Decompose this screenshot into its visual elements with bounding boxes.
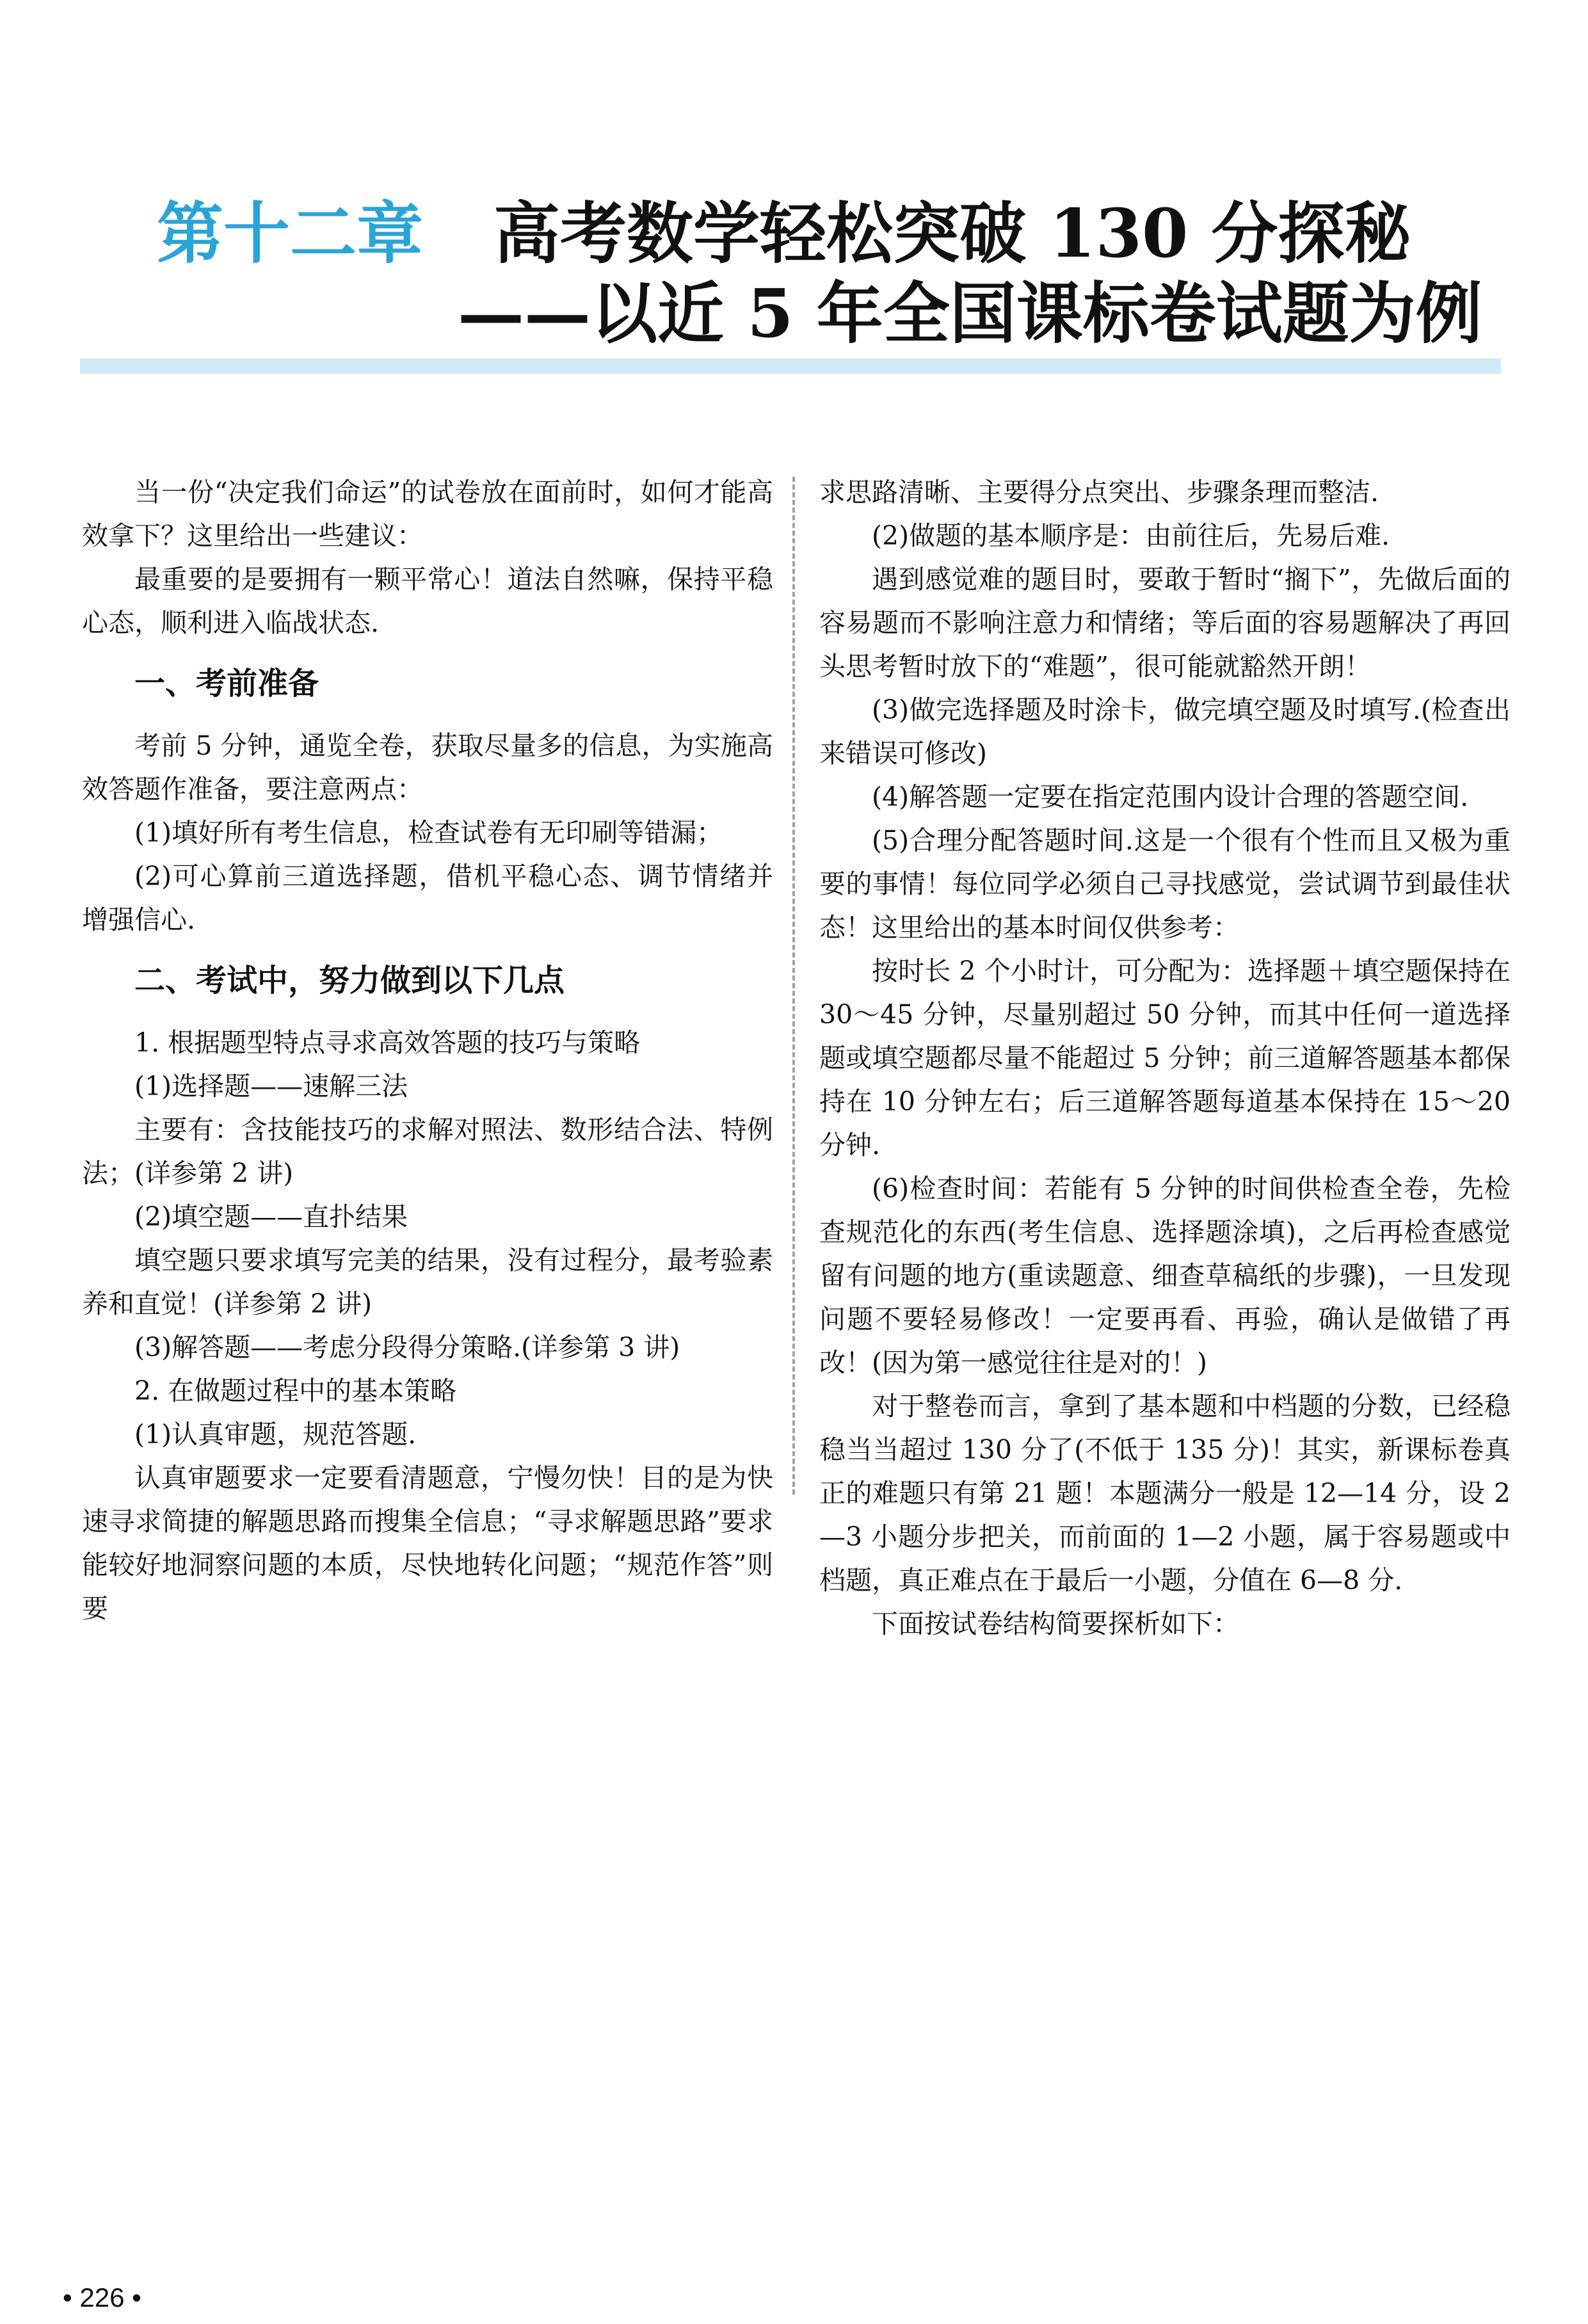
paragraph: 对于整卷而言，拿到了基本题和中档题的分数，已经稳稳当当超过 130 分了(不低于 135 分)！其实，新课标卷真正的难题只有第 21 题！本题满分一般是 12—14 分，设 2—3 小题分步把关，而前面的 1—2 小题，属于容易题或中档题，真正难点在于最后一小题，分值在 6—8 分. (819, 1391, 1511, 1596)
paragraph: 当一份“决定我们命运”的试卷放在面前时，如何才能高效拿下？这里给出一些建议： (82, 477, 773, 551)
right-column (819, 470, 1511, 1646)
paragraph: 填空题只要求填写完美的结果，没有过程分，最考验素养和直觉！(详参第 2 讲) (82, 1245, 773, 1319)
paragraph: 遇到感觉难的题目时，要敢于暂时“搁下”，先做后面的容易题而不影响注意力和情绪；等后面的容易题解决了再回头思考暂时放下的“难题”，很可能就豁然开朗！ (819, 564, 1511, 682)
paragraph: (6)检查时间：若能有 5 分钟的时间供检查全卷，先检查规范化的东西(考生信息、选择题涂填)，之后再检查感觉留有问题的地方(重读题意、细查草稿纸的步骤)，一旦发现问题不要轻易修改！一定要再看、再验，确认是做错了再改！(因为第一感觉往往是对的！) (819, 1173, 1511, 1378)
paragraph: 2. 在做题过程中的基本策略 (134, 1375, 457, 1406)
paragraph: (2)可心算前三道选择题，借机平稳心态、调节情绪并增强信心. (82, 861, 773, 935)
paragraph: (4)解答题一定要在指定范围内设计合理的答题空间. (872, 781, 1469, 812)
paragraph: 认真审题要求一定要看清题意，宁慢勿快！目的是为快速寻求简捷的解题思路而搜集全信息；“寻求解题思路”要求能较好地洞察问题的本质，尽快地转化问题；“规范作答”则要 (82, 1463, 773, 1624)
left-column (82, 470, 773, 1630)
section-heading-before-exam: 一、考前准备 (134, 666, 319, 701)
paragraph: 考前 5 分钟，通览全卷，获取尽量多的信息，为实施高效答题作准备，要注意两点： (82, 730, 773, 805)
paragraph: 下面按试卷结构简要探析如下： (872, 1608, 1239, 1639)
paragraph: 最重要的是要拥有一颗平常心！道法自然嘛，保持平稳心态，顺利进入临战状态. (82, 564, 773, 638)
paragraph: (3)做完选择题及时涂卡，做完填空题及时填写.(检查出来错误可修改) (819, 694, 1511, 769)
paragraph: 求思路清晰、主要得分点突出、步骤条理而整洁. (819, 477, 1379, 508)
paragraph: 主要有：含技能技巧的求解对照法、数形结合法、特例法；(详参第 2 讲) (82, 1114, 773, 1189)
chapter-name: 高考数学轻松突破 130 分探秘 (493, 194, 1411, 273)
title-underline-bar (80, 358, 1501, 374)
paragraph: (2)做题的基本顺序是：由前往后，先易后难. (872, 520, 1390, 551)
paragraph: (5)合理分配答题时间.这是一个很有个性而且又极为重要的事情！每位同学必须自己寻找感觉，尝试调节到最佳状态！这里给出的基本时间仅供参考： (819, 825, 1511, 943)
chapter-subtitle: ——以近 5 年全国课标卷试题为例 (458, 274, 1482, 353)
paragraph: (3)解答题——考虑分段得分策略.(详参第 3 讲) (134, 1332, 680, 1363)
paragraph: (1)选择题——速解三法 (134, 1071, 408, 1102)
paragraph: (1)认真审题，规范答题. (134, 1419, 417, 1450)
paragraph: 按时长 2 个小时计，可分配为：选择题＋填空题保持在 30～45 分钟，尽量别超过 50 分钟，而其中任何一道选择题或填空题都尽量不能超过 5 分钟；前三道解答题基本都保持在 10 分钟左右；后三道解答题每道基本保持在 15～20 分钟. (819, 956, 1511, 1160)
paragraph: 1. 根据题型特点寻求高效答题的技巧与策略 (134, 1027, 641, 1058)
paragraph: (2)填空题——直扑结果 (134, 1201, 408, 1232)
page-number: • 226 • (63, 2282, 141, 2312)
column-divider (792, 477, 795, 1495)
section-heading-during-exam: 二、考试中，努力做到以下几点 (134, 963, 565, 998)
paragraph: (1)填好所有考生信息，检查试卷有无印刷等错漏； (134, 817, 723, 848)
chapter-number: 第十二章 (157, 194, 424, 273)
